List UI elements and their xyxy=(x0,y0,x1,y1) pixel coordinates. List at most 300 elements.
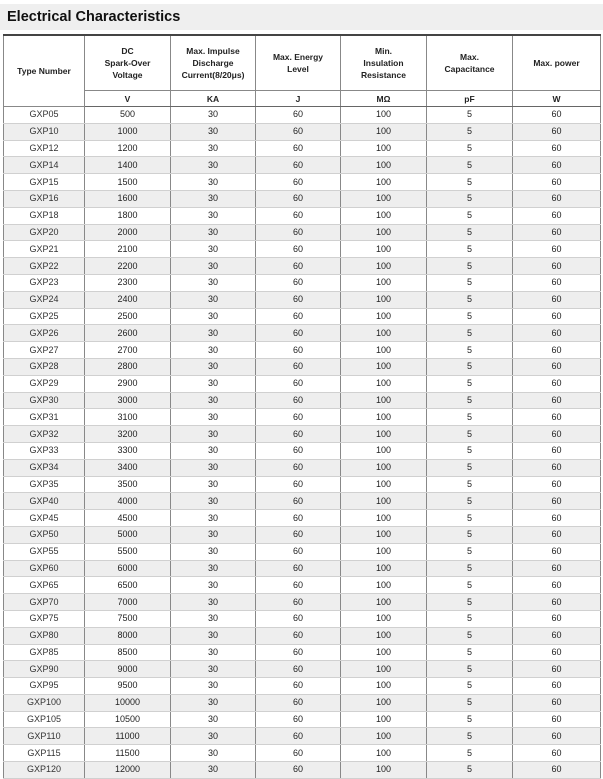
cell-type-number: GXP26 xyxy=(4,325,85,342)
cell-min-insulation-resistance: 100 xyxy=(341,610,427,627)
unit-capacitance: pF xyxy=(427,91,513,107)
cell-max-capacitance: 5 xyxy=(427,174,513,191)
cell-type-number: GXP80 xyxy=(4,627,85,644)
cell-max-capacitance: 5 xyxy=(427,157,513,174)
cell-type-number: GXP90 xyxy=(4,661,85,678)
cell-max-impulse-current: 30 xyxy=(171,157,256,174)
header-max-energy-level: Max. Energy Level xyxy=(256,35,341,91)
cell-dc-spark-over-voltage: 4000 xyxy=(85,493,171,510)
cell-max-power: 60 xyxy=(513,409,601,426)
cell-max-energy-level: 60 xyxy=(256,392,341,409)
cell-min-insulation-resistance: 100 xyxy=(341,140,427,157)
cell-min-insulation-resistance: 100 xyxy=(341,107,427,124)
cell-max-impulse-current: 30 xyxy=(171,577,256,594)
cell-type-number: GXP05 xyxy=(4,107,85,124)
table-row xyxy=(4,107,601,124)
cell-dc-spark-over-voltage: 1000 xyxy=(85,123,171,140)
cell-min-insulation-resistance: 100 xyxy=(341,661,427,678)
cell-max-energy-level: 60 xyxy=(256,493,341,510)
cell-max-impulse-current: 30 xyxy=(171,358,256,375)
cell-max-impulse-current: 30 xyxy=(171,375,256,392)
cell-type-number: GXP105 xyxy=(4,711,85,728)
cell-max-power: 60 xyxy=(513,694,601,711)
cell-max-energy-level: 60 xyxy=(256,661,341,678)
table-row xyxy=(4,661,601,678)
cell-max-impulse-current: 30 xyxy=(171,107,256,124)
cell-max-capacitance: 5 xyxy=(427,207,513,224)
cell-max-energy-level: 60 xyxy=(256,678,341,695)
cell-max-power: 60 xyxy=(513,476,601,493)
header-max-power: Max. power xyxy=(513,35,601,91)
cell-max-energy-level: 60 xyxy=(256,342,341,359)
cell-max-capacitance: 5 xyxy=(427,627,513,644)
cell-max-capacitance: 5 xyxy=(427,409,513,426)
cell-dc-spark-over-voltage: 3400 xyxy=(85,459,171,476)
cell-max-power: 60 xyxy=(513,325,601,342)
table-row xyxy=(4,190,601,207)
cell-max-energy-level: 60 xyxy=(256,459,341,476)
cell-type-number: GXP75 xyxy=(4,610,85,627)
table-row xyxy=(4,358,601,375)
cell-max-power: 60 xyxy=(513,291,601,308)
cell-type-number: GXP32 xyxy=(4,426,85,443)
cell-max-capacitance: 5 xyxy=(427,358,513,375)
cell-max-capacitance: 5 xyxy=(427,543,513,560)
cell-max-capacitance: 5 xyxy=(427,661,513,678)
cell-max-capacitance: 5 xyxy=(427,107,513,124)
cell-max-energy-level: 60 xyxy=(256,291,341,308)
cell-max-power: 60 xyxy=(513,543,601,560)
cell-min-insulation-resistance: 100 xyxy=(341,728,427,745)
table-row xyxy=(4,224,601,241)
cell-max-energy-level: 60 xyxy=(256,190,341,207)
cell-max-capacitance: 5 xyxy=(427,728,513,745)
table-row xyxy=(4,241,601,258)
table-row xyxy=(4,442,601,459)
table-row xyxy=(4,392,601,409)
cell-max-energy-level: 60 xyxy=(256,174,341,191)
cell-max-power: 60 xyxy=(513,241,601,258)
cell-max-energy-level: 60 xyxy=(256,358,341,375)
cell-dc-spark-over-voltage: 7500 xyxy=(85,610,171,627)
cell-type-number: GXP33 xyxy=(4,442,85,459)
cell-max-energy-level: 60 xyxy=(256,207,341,224)
cell-max-power: 60 xyxy=(513,224,601,241)
table-row xyxy=(4,543,601,560)
cell-min-insulation-resistance: 100 xyxy=(341,358,427,375)
cell-min-insulation-resistance: 100 xyxy=(341,526,427,543)
cell-dc-spark-over-voltage: 3100 xyxy=(85,409,171,426)
cell-dc-spark-over-voltage: 500 xyxy=(85,107,171,124)
cell-max-capacitance: 5 xyxy=(427,258,513,275)
cell-min-insulation-resistance: 100 xyxy=(341,745,427,762)
table-row xyxy=(4,375,601,392)
cell-dc-spark-over-voltage: 11000 xyxy=(85,728,171,745)
cell-max-impulse-current: 30 xyxy=(171,308,256,325)
cell-dc-spark-over-voltage: 1400 xyxy=(85,157,171,174)
table-row xyxy=(4,560,601,577)
cell-type-number: GXP50 xyxy=(4,526,85,543)
cell-type-number: GXP31 xyxy=(4,409,85,426)
cell-max-capacitance: 5 xyxy=(427,493,513,510)
cell-min-insulation-resistance: 100 xyxy=(341,174,427,191)
table-row xyxy=(4,409,601,426)
cell-max-capacitance: 5 xyxy=(427,375,513,392)
table-row xyxy=(4,577,601,594)
cell-max-impulse-current: 30 xyxy=(171,661,256,678)
cell-max-capacitance: 5 xyxy=(427,510,513,527)
cell-dc-spark-over-voltage: 3200 xyxy=(85,426,171,443)
cell-dc-spark-over-voltage: 8000 xyxy=(85,627,171,644)
cell-max-impulse-current: 30 xyxy=(171,224,256,241)
cell-type-number: GXP22 xyxy=(4,258,85,275)
cell-max-impulse-current: 30 xyxy=(171,694,256,711)
cell-type-number: GXP65 xyxy=(4,577,85,594)
cell-max-energy-level: 60 xyxy=(256,274,341,291)
cell-max-impulse-current: 30 xyxy=(171,409,256,426)
header-min-insulation-resistance: Min. Insulation Resistance xyxy=(341,35,427,91)
cell-type-number: GXP16 xyxy=(4,190,85,207)
cell-min-insulation-resistance: 100 xyxy=(341,543,427,560)
cell-max-capacitance: 5 xyxy=(427,745,513,762)
cell-max-impulse-current: 30 xyxy=(171,207,256,224)
cell-type-number: GXP60 xyxy=(4,560,85,577)
cell-max-power: 60 xyxy=(513,442,601,459)
cell-max-capacitance: 5 xyxy=(427,762,513,779)
cell-dc-spark-over-voltage: 2300 xyxy=(85,274,171,291)
cell-max-power: 60 xyxy=(513,140,601,157)
cell-max-capacitance: 5 xyxy=(427,442,513,459)
cell-max-capacitance: 5 xyxy=(427,426,513,443)
cell-type-number: GXP20 xyxy=(4,224,85,241)
cell-max-capacitance: 5 xyxy=(427,594,513,611)
cell-max-capacitance: 5 xyxy=(427,644,513,661)
cell-dc-spark-over-voltage: 10500 xyxy=(85,711,171,728)
cell-min-insulation-resistance: 100 xyxy=(341,577,427,594)
table-row xyxy=(4,745,601,762)
cell-type-number: GXP29 xyxy=(4,375,85,392)
cell-max-capacitance: 5 xyxy=(427,392,513,409)
cell-dc-spark-over-voltage: 2200 xyxy=(85,258,171,275)
section-title: Electrical Characteristics xyxy=(7,9,181,25)
cell-dc-spark-over-voltage: 1600 xyxy=(85,190,171,207)
cell-max-impulse-current: 30 xyxy=(171,426,256,443)
unit-energy: J xyxy=(256,91,341,107)
cell-max-power: 60 xyxy=(513,375,601,392)
cell-dc-spark-over-voltage: 6500 xyxy=(85,577,171,594)
cell-max-power: 60 xyxy=(513,577,601,594)
cell-max-power: 60 xyxy=(513,174,601,191)
cell-dc-spark-over-voltage: 2500 xyxy=(85,308,171,325)
cell-max-power: 60 xyxy=(513,560,601,577)
unit-voltage: V xyxy=(85,91,171,107)
cell-type-number: GXP10 xyxy=(4,123,85,140)
cell-max-capacitance: 5 xyxy=(427,577,513,594)
table-body xyxy=(4,107,601,779)
cell-max-power: 60 xyxy=(513,459,601,476)
cell-max-energy-level: 60 xyxy=(256,594,341,611)
table-row xyxy=(4,678,601,695)
unit-power: W xyxy=(513,91,601,107)
cell-max-impulse-current: 30 xyxy=(171,745,256,762)
cell-max-energy-level: 60 xyxy=(256,375,341,392)
cell-min-insulation-resistance: 100 xyxy=(341,493,427,510)
table-row xyxy=(4,476,601,493)
table-row xyxy=(4,291,601,308)
cell-max-energy-level: 60 xyxy=(256,140,341,157)
table-row xyxy=(4,711,601,728)
table-row xyxy=(4,526,601,543)
cell-min-insulation-resistance: 100 xyxy=(341,762,427,779)
unit-resistance: MΩ xyxy=(341,91,427,107)
cell-max-power: 60 xyxy=(513,678,601,695)
cell-max-capacitance: 5 xyxy=(427,190,513,207)
electrical-characteristics-table xyxy=(3,34,601,779)
cell-max-impulse-current: 30 xyxy=(171,627,256,644)
table-row xyxy=(4,610,601,627)
cell-type-number: GXP23 xyxy=(4,274,85,291)
cell-min-insulation-resistance: 100 xyxy=(341,274,427,291)
cell-max-capacitance: 5 xyxy=(427,291,513,308)
cell-max-impulse-current: 30 xyxy=(171,560,256,577)
cell-dc-spark-over-voltage: 2700 xyxy=(85,342,171,359)
cell-max-power: 60 xyxy=(513,526,601,543)
cell-max-energy-level: 60 xyxy=(256,442,341,459)
cell-type-number: GXP35 xyxy=(4,476,85,493)
cell-min-insulation-resistance: 100 xyxy=(341,392,427,409)
cell-max-impulse-current: 30 xyxy=(171,140,256,157)
cell-max-power: 60 xyxy=(513,594,601,611)
cell-type-number: GXP14 xyxy=(4,157,85,174)
cell-min-insulation-resistance: 100 xyxy=(341,594,427,611)
cell-type-number: GXP30 xyxy=(4,392,85,409)
header-dc-spark-over-voltage: DC Spark-Over Voltage xyxy=(85,35,171,91)
cell-max-energy-level: 60 xyxy=(256,711,341,728)
cell-max-energy-level: 60 xyxy=(256,627,341,644)
cell-max-power: 60 xyxy=(513,308,601,325)
cell-max-capacitance: 5 xyxy=(427,123,513,140)
cell-type-number: GXP27 xyxy=(4,342,85,359)
cell-dc-spark-over-voltage: 1200 xyxy=(85,140,171,157)
cell-min-insulation-resistance: 100 xyxy=(341,426,427,443)
cell-dc-spark-over-voltage: 2000 xyxy=(85,224,171,241)
cell-max-impulse-current: 30 xyxy=(171,190,256,207)
cell-max-power: 60 xyxy=(513,762,601,779)
cell-max-impulse-current: 30 xyxy=(171,526,256,543)
cell-max-impulse-current: 30 xyxy=(171,711,256,728)
cell-max-capacitance: 5 xyxy=(427,224,513,241)
cell-dc-spark-over-voltage: 10000 xyxy=(85,694,171,711)
table-row xyxy=(4,140,601,157)
cell-max-capacitance: 5 xyxy=(427,476,513,493)
cell-dc-spark-over-voltage: 6000 xyxy=(85,560,171,577)
cell-min-insulation-resistance: 100 xyxy=(341,123,427,140)
cell-dc-spark-over-voltage: 3300 xyxy=(85,442,171,459)
cell-max-impulse-current: 30 xyxy=(171,123,256,140)
cell-min-insulation-resistance: 100 xyxy=(341,241,427,258)
table-row xyxy=(4,426,601,443)
cell-max-power: 60 xyxy=(513,274,601,291)
table-row xyxy=(4,342,601,359)
section-title-bar xyxy=(0,4,603,30)
cell-max-energy-level: 60 xyxy=(256,526,341,543)
cell-dc-spark-over-voltage: 12000 xyxy=(85,762,171,779)
cell-max-capacitance: 5 xyxy=(427,711,513,728)
cell-min-insulation-resistance: 100 xyxy=(341,375,427,392)
table-row xyxy=(4,762,601,779)
cell-dc-spark-over-voltage: 1800 xyxy=(85,207,171,224)
cell-min-insulation-resistance: 100 xyxy=(341,560,427,577)
cell-max-capacitance: 5 xyxy=(427,526,513,543)
cell-max-energy-level: 60 xyxy=(256,577,341,594)
cell-min-insulation-resistance: 100 xyxy=(341,644,427,661)
header-max-impulse-discharge-current: Max. Impulse Discharge Current(8/20μs) xyxy=(171,35,256,91)
header-row xyxy=(4,35,601,91)
cell-max-energy-level: 60 xyxy=(256,543,341,560)
table-row xyxy=(4,308,601,325)
cell-max-impulse-current: 30 xyxy=(171,274,256,291)
cell-type-number: GXP120 xyxy=(4,762,85,779)
cell-max-energy-level: 60 xyxy=(256,426,341,443)
cell-max-energy-level: 60 xyxy=(256,510,341,527)
cell-dc-spark-over-voltage: 3500 xyxy=(85,476,171,493)
unit-current: KA xyxy=(171,91,256,107)
table-row xyxy=(4,627,601,644)
cell-max-energy-level: 60 xyxy=(256,107,341,124)
cell-max-capacitance: 5 xyxy=(427,140,513,157)
cell-dc-spark-over-voltage: 5500 xyxy=(85,543,171,560)
cell-max-impulse-current: 30 xyxy=(171,258,256,275)
cell-max-power: 60 xyxy=(513,493,601,510)
cell-type-number: GXP45 xyxy=(4,510,85,527)
cell-max-energy-level: 60 xyxy=(256,308,341,325)
cell-dc-spark-over-voltage: 2100 xyxy=(85,241,171,258)
cell-max-power: 60 xyxy=(513,711,601,728)
cell-type-number: GXP100 xyxy=(4,694,85,711)
cell-max-power: 60 xyxy=(513,745,601,762)
table-row xyxy=(4,459,601,476)
cell-max-energy-level: 60 xyxy=(256,644,341,661)
table-row xyxy=(4,325,601,342)
cell-max-capacitance: 5 xyxy=(427,459,513,476)
cell-max-impulse-current: 30 xyxy=(171,291,256,308)
cell-max-impulse-current: 30 xyxy=(171,325,256,342)
cell-max-impulse-current: 30 xyxy=(171,543,256,560)
cell-max-impulse-current: 30 xyxy=(171,174,256,191)
table-row xyxy=(4,493,601,510)
cell-max-power: 60 xyxy=(513,627,601,644)
cell-max-impulse-current: 30 xyxy=(171,476,256,493)
cell-max-capacitance: 5 xyxy=(427,308,513,325)
table-row xyxy=(4,644,601,661)
table-row xyxy=(4,510,601,527)
cell-max-power: 60 xyxy=(513,190,601,207)
cell-max-energy-level: 60 xyxy=(256,241,341,258)
cell-max-power: 60 xyxy=(513,123,601,140)
cell-max-power: 60 xyxy=(513,342,601,359)
cell-min-insulation-resistance: 100 xyxy=(341,342,427,359)
cell-max-impulse-current: 30 xyxy=(171,442,256,459)
cell-max-capacitance: 5 xyxy=(427,241,513,258)
cell-min-insulation-resistance: 100 xyxy=(341,409,427,426)
cell-min-insulation-resistance: 100 xyxy=(341,291,427,308)
cell-max-capacitance: 5 xyxy=(427,342,513,359)
cell-max-power: 60 xyxy=(513,157,601,174)
table-row xyxy=(4,123,601,140)
cell-max-energy-level: 60 xyxy=(256,224,341,241)
cell-type-number: GXP110 xyxy=(4,728,85,745)
cell-type-number: GXP25 xyxy=(4,308,85,325)
cell-min-insulation-resistance: 100 xyxy=(341,224,427,241)
cell-max-energy-level: 60 xyxy=(256,560,341,577)
cell-dc-spark-over-voltage: 7000 xyxy=(85,594,171,611)
cell-type-number: GXP18 xyxy=(4,207,85,224)
cell-max-capacitance: 5 xyxy=(427,274,513,291)
cell-dc-spark-over-voltage: 8500 xyxy=(85,644,171,661)
cell-dc-spark-over-voltage: 9000 xyxy=(85,661,171,678)
header-max-capacitance: Max. Capacitance xyxy=(427,35,513,91)
table-row xyxy=(4,157,601,174)
cell-max-energy-level: 60 xyxy=(256,762,341,779)
cell-min-insulation-resistance: 100 xyxy=(341,258,427,275)
cell-dc-spark-over-voltage: 11500 xyxy=(85,745,171,762)
table-row xyxy=(4,207,601,224)
cell-max-energy-level: 60 xyxy=(256,694,341,711)
cell-max-power: 60 xyxy=(513,728,601,745)
cell-max-impulse-current: 30 xyxy=(171,610,256,627)
cell-type-number: GXP21 xyxy=(4,241,85,258)
cell-type-number: GXP12 xyxy=(4,140,85,157)
cell-max-power: 60 xyxy=(513,610,601,627)
cell-max-power: 60 xyxy=(513,207,601,224)
cell-max-energy-level: 60 xyxy=(256,123,341,140)
cell-max-capacitance: 5 xyxy=(427,560,513,577)
table-row xyxy=(4,694,601,711)
units-row xyxy=(4,91,601,107)
cell-dc-spark-over-voltage: 3000 xyxy=(85,392,171,409)
cell-max-energy-level: 60 xyxy=(256,610,341,627)
cell-max-impulse-current: 30 xyxy=(171,342,256,359)
cell-max-energy-level: 60 xyxy=(256,325,341,342)
cell-max-capacitance: 5 xyxy=(427,610,513,627)
cell-max-impulse-current: 30 xyxy=(171,678,256,695)
cell-min-insulation-resistance: 100 xyxy=(341,157,427,174)
cell-min-insulation-resistance: 100 xyxy=(341,325,427,342)
cell-max-impulse-current: 30 xyxy=(171,644,256,661)
cell-max-power: 60 xyxy=(513,426,601,443)
cell-min-insulation-resistance: 100 xyxy=(341,627,427,644)
cell-dc-spark-over-voltage: 2900 xyxy=(85,375,171,392)
cell-max-impulse-current: 30 xyxy=(171,493,256,510)
cell-min-insulation-resistance: 100 xyxy=(341,442,427,459)
cell-min-insulation-resistance: 100 xyxy=(341,711,427,728)
cell-type-number: GXP28 xyxy=(4,358,85,375)
cell-max-power: 60 xyxy=(513,644,601,661)
cell-dc-spark-over-voltage: 4500 xyxy=(85,510,171,527)
cell-min-insulation-resistance: 100 xyxy=(341,694,427,711)
cell-dc-spark-over-voltage: 1500 xyxy=(85,174,171,191)
cell-max-energy-level: 60 xyxy=(256,258,341,275)
cell-max-power: 60 xyxy=(513,661,601,678)
table-row xyxy=(4,274,601,291)
cell-max-energy-level: 60 xyxy=(256,728,341,745)
cell-max-power: 60 xyxy=(513,258,601,275)
cell-max-power: 60 xyxy=(513,392,601,409)
table-row xyxy=(4,728,601,745)
cell-dc-spark-over-voltage: 2600 xyxy=(85,325,171,342)
cell-max-impulse-current: 30 xyxy=(171,510,256,527)
cell-max-energy-level: 60 xyxy=(256,157,341,174)
